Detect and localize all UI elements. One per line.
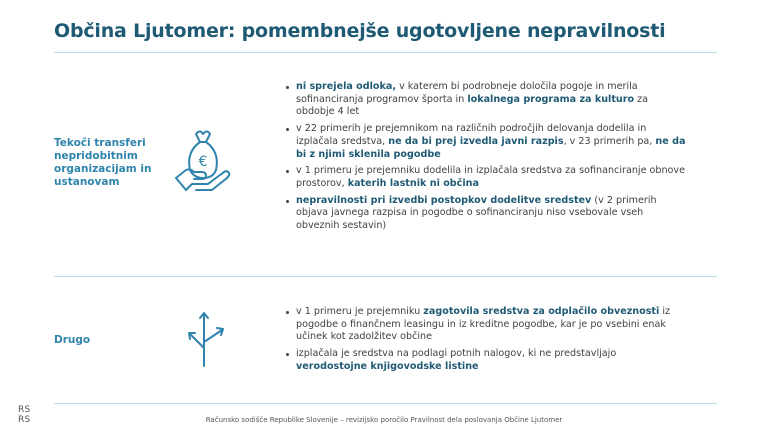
body-text: v 22 primerih je prejemnikom na različnih področjih delovanja dodelila in izplačala sredstva, xyxy=(296,123,647,147)
bullet-list-other xyxy=(286,306,686,378)
body-text: , v 23 primerih pa, xyxy=(563,135,656,147)
bold-text: ne da bi prej izvedla javni razpis xyxy=(388,135,564,147)
bullet-item xyxy=(286,348,686,373)
body-text: v katerem bi podrobneje določila pogoje in merila sofinanciranja programov športa in xyxy=(296,81,638,105)
body-text: (v 2 primerih objava javnega razpisa in pogodbe o sofinanciranju niso vsebovale vseh obveznih sestavin) xyxy=(296,194,657,232)
bold-text: lokalnega programa za kulturo xyxy=(467,93,635,105)
bold-text: zagotovila sredstva za odplačilo obveznosti xyxy=(423,306,660,317)
divider-bottom xyxy=(54,403,717,404)
body-text: v 1 primeru je prejemniku dodelila in izplačala sredstva za sofinanciranje obnove prostorov, xyxy=(296,165,686,189)
divider-middle xyxy=(54,276,717,277)
svg-text:€: € xyxy=(198,154,208,170)
bullet-item xyxy=(286,81,686,119)
body-text: izplačala je sredstva na podlagi potnih nalogov, ki ne predstavljajo xyxy=(296,348,617,360)
section-label-other: Drugo xyxy=(54,334,91,346)
divider-top xyxy=(54,52,717,53)
logo-line-2: RS xyxy=(18,415,31,425)
bullet-list-transfers xyxy=(286,81,686,237)
bold-text: katerih lastnik ni občina xyxy=(347,177,479,189)
logo-line-1: RS xyxy=(18,405,31,415)
body-text: iz pogodbe o finančnem leasingu in iz kreditne pogodbe, kar je po vsebini enak učinek kot zadolžitev občine xyxy=(296,306,671,343)
bullet-item xyxy=(286,123,686,161)
bold-text: ni sprejela odloka, xyxy=(296,81,397,92)
bullet-item xyxy=(286,195,686,233)
footer-text: Računsko sodišče Republike Slovenije – revizijsko poročilo Pravilnost dela poslovanja Občine Ljutomer xyxy=(205,416,563,424)
body-text: za obdobje 4 let xyxy=(296,93,649,118)
bold-text: ne da bi z njimi sklenila pogodbe xyxy=(296,135,686,160)
bold-text: verodostojne knjigovodske listine xyxy=(296,360,479,372)
bullet-item xyxy=(286,165,686,190)
page-title: Občina Ljutomer: pomembnejše ugotovljene nepravilnosti xyxy=(54,20,666,42)
money-bag-hand-icon xyxy=(172,126,232,196)
crossroads-arrows-icon xyxy=(184,308,228,368)
bullet-item xyxy=(286,306,686,344)
bold-text: nepravilnosti pri izvedbi postopkov dodelitve sredstev xyxy=(296,194,592,206)
section-label-transfers: Tekoči transferi nepridobitnim organizacijam in ustanovam xyxy=(54,137,152,188)
body-text: v 1 primeru je prejemniku xyxy=(296,306,424,317)
